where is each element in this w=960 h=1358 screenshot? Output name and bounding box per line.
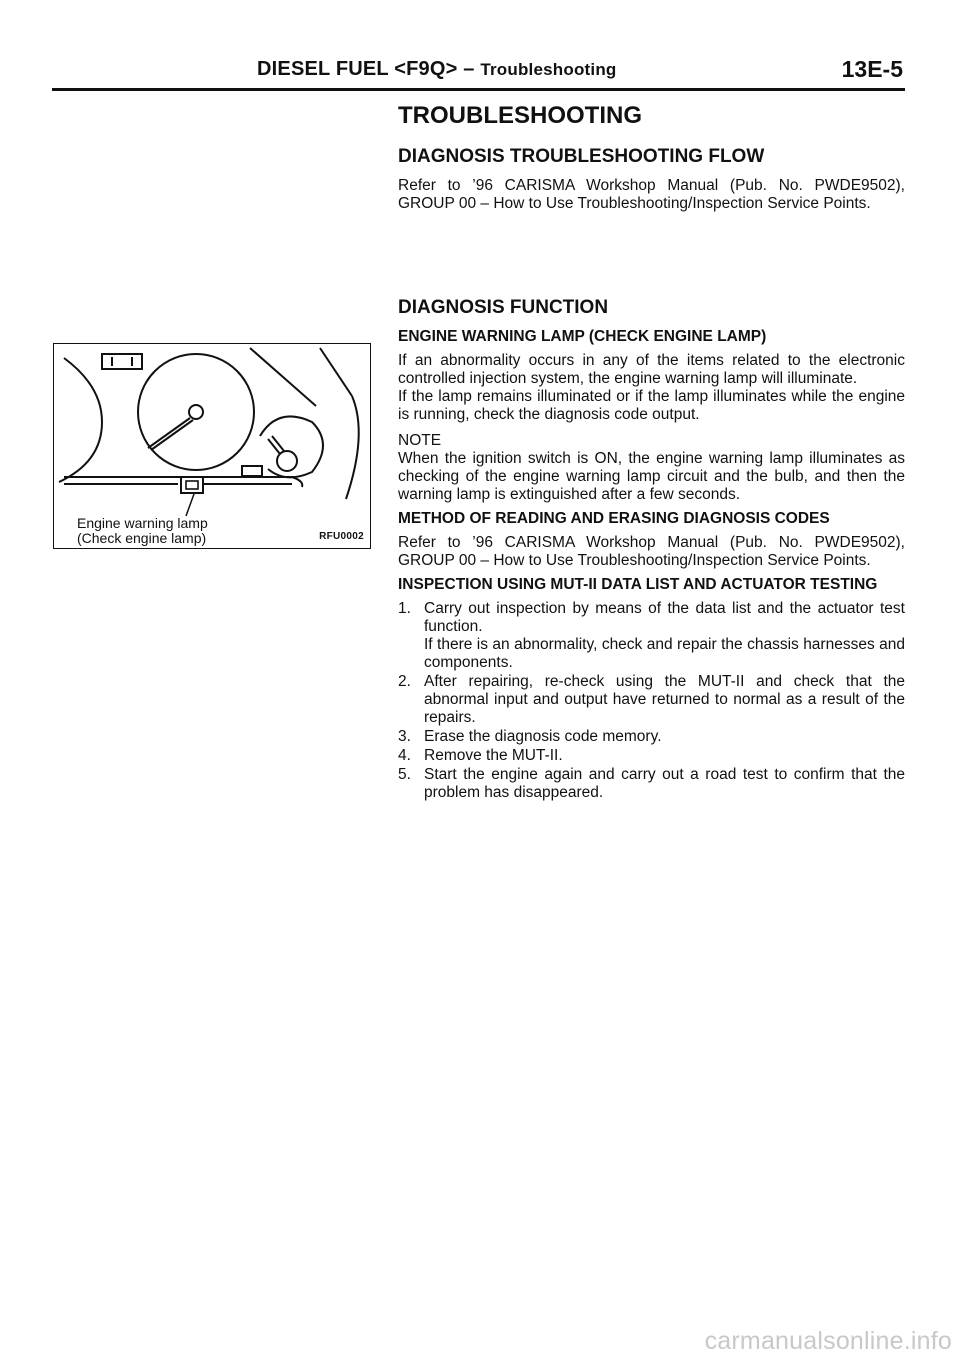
figure-caption-line1: Engine warning lamp <box>77 515 208 531</box>
instrument-cluster-figure <box>53 343 371 549</box>
lamp-heading: ENGINE WARNING LAMP (CHECK ENGINE LAMP) <box>398 328 767 345</box>
watermark: carmanualsonline.info <box>704 1327 952 1355</box>
list-item <box>398 747 905 765</box>
list-item <box>398 766 905 802</box>
list-item <box>398 728 905 746</box>
flow-text: Refer to ’96 CARISMA Workshop Manual (Pub. No. PWDE9502), GROUP 00 – How to Use Troubleshooting/Inspection Service Points. <box>398 177 905 212</box>
step-text: Carry out inspection by means of the data list and the actuator test function. <box>424 600 905 635</box>
function-para2: If the lamp remains illuminated or if the lamp illuminates while the engine is running, check the diagnosis code output. <box>398 388 905 423</box>
inspection-steps <box>398 600 905 802</box>
step-number: 2. <box>398 673 411 690</box>
function-para1: If an abnormality occurs in any of the items related to the electronic controlled injection system, the engine warning lamp will illuminate. <box>398 352 905 387</box>
step-number: 1. <box>398 600 411 617</box>
step-number: 3. <box>398 728 411 745</box>
page-number: 13E-5 <box>841 56 903 82</box>
list-item <box>398 673 905 727</box>
header-title <box>257 58 617 81</box>
function-heading: DIAGNOSIS FUNCTION <box>398 297 609 318</box>
page-header <box>52 52 905 91</box>
reading-heading: METHOD OF READING AND ERASING DIAGNOSIS CODES <box>398 510 830 527</box>
step-text: Remove the MUT-II. <box>424 747 563 764</box>
flow-heading: DIAGNOSIS TROUBLESHOOTING FLOW <box>398 146 765 167</box>
note-label: NOTE <box>398 432 442 449</box>
step-extra: If there is an abnormality, check and repair the chassis harnesses and components. <box>424 636 905 671</box>
header-title-main: DIESEL FUEL <F9Q> – <box>257 58 481 80</box>
step-text: Start the engine again and carry out a road test to confirm that the problem has disappeared. <box>424 766 905 801</box>
step-number: 4. <box>398 747 411 764</box>
figure-caption <box>77 516 208 546</box>
step-text: After repairing, re-check using the MUT-II and check that the abnormal input and output have returned to normal as a result of the repairs. <box>424 673 905 726</box>
reading-text: Refer to ’96 CARISMA Workshop Manual (Pub. No. PWDE9502), GROUP 00 – How to Use Troubleshooting/Inspection Service Points. <box>398 534 905 569</box>
section-heading: TROUBLESHOOTING <box>398 102 642 129</box>
step-number: 5. <box>398 766 411 783</box>
figure-caption-line2: (Check engine lamp) <box>77 530 207 546</box>
note-text: When the ignition switch is ON, the engine warning lamp illuminates as checking of the engine warning lamp circuit and the bulb, and then the warning lamp is extinguished after a few seconds. <box>398 450 905 503</box>
inspection-heading: INSPECTION USING MUT-II DATA LIST AND ACTUATOR TESTING <box>398 576 878 593</box>
spacer <box>398 219 905 297</box>
figure-code: RFU0002 <box>319 531 364 542</box>
main-content <box>398 102 905 803</box>
list-item <box>398 600 905 672</box>
header-title-sub: Troubleshooting <box>480 60 617 79</box>
step-text: Erase the diagnosis code memory. <box>424 728 662 745</box>
